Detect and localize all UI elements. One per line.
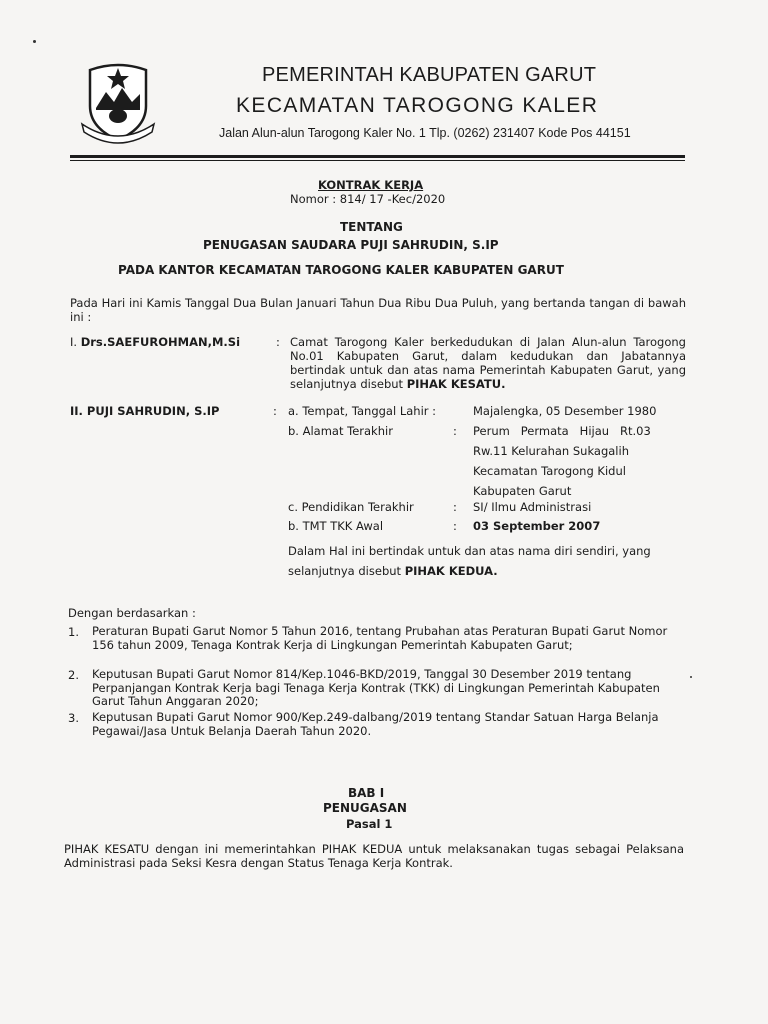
party2-colon: : [273,404,277,418]
party2-tmt-label: b. TMT TKK Awal [288,519,384,533]
party2-role: PIHAK KEDUA. [404,564,498,578]
party1-text: Camat Tarogong Kaler berkedudukan di Jalan Alun-alun Tarogong No.01 Kabupaten Garut, dalam kedudukan dan Jabatannya bertindak untuk dan atas nama Pemerintah Kabupaten Garut, yang selanjutnya disebut [290,335,686,391]
garut-emblem-logo [80,62,156,146]
party2-address-line2: Rw.11 Kelurahan Sukagalih [473,444,629,458]
party2-address-label: b. Alamat Terakhir [288,424,393,438]
party2-address-line3: Kecamatan Tarogong Kidul [473,464,626,478]
letterhead-address: Jalan Alun-alun Tarogong Kaler No. 1 Tlp. (0262) 231407 Kode Pos 44151 [219,126,631,140]
chapter-number: BAB I [348,786,385,800]
subject-line-2: PADA KANTOR KECAMATAN TAROGONG KALER KABUPATEN GARUT [118,263,564,277]
subject-line-1: PENUGASAN SAUDARA PUJI SAHRUDIN, S.IP [203,238,499,252]
party1-description [290,335,686,391]
basis-item-1-text: Peraturan Bupati Garut Nomor 5 Tahun 2016, tentang Prubahan atas Peraturan Bupati Garut Nomor 156 tahun 2009, Tenaga Kontrak Kerja di Lingkungan Pemerintah Kabupaten Garut; [92,624,668,652]
scan-speck [690,676,692,678]
party2-education-colon: : [453,500,457,514]
article-number: Pasal 1 [346,817,393,831]
party2-education-value: SI/ Ilmu Administrasi [473,500,592,514]
article-1-text: PIHAK KESATU dengan ini memerintahkan PIHAK KEDUA untuk melaksanakan tugas sebagai Pelaksana Administrasi pada Seksi Kesra dengan Status Tenaga Kerja Kontrak. [64,842,684,870]
basis-item-3-number: 3. [68,711,79,725]
intro-paragraph: Pada Hari ini Kamis Tanggal Dua Bulan Januari Tahun Dua Ribu Dua Puluh, yang bertanda tangan di bawah ini : [70,296,686,324]
party2-address-colon: : [453,424,457,438]
party1-label [70,335,240,349]
party2-tmt-value: 03 September 2007 [473,519,601,533]
basis-item-2-number: 2. [68,668,79,682]
basis-item-2-text: Keputusan Bupati Garut Nomor 814/Kep.1046-BKD/2019, Tanggal 30 Desember 2019 tentang Perpanjangan Kontrak Kerja bagi Tenaga Kerja Kontrak (TKK) di Lingkungan Pemerintah Kabupaten Garut Tahun Anggaran 2020; [92,667,660,708]
tentang-heading: TENTANG [340,220,403,234]
party2-birth-label: a. Tempat, Tanggal Lahir : [288,404,437,418]
letterhead-rule-thin [70,160,685,161]
party2-birth-value: Majalengka, 05 Desember 1980 [473,404,657,418]
letterhead-rule-thick [70,155,685,158]
party2-tmt-colon: : [453,519,457,533]
party2-address-line4: Kabupaten Garut [473,484,572,498]
party2-closing [288,541,686,581]
scan-speck [33,40,36,43]
party2-education-label: c. Pendidikan Terakhir [288,500,414,514]
party2-address-line1: Perum Permata Hijau Rt.03 [473,424,651,438]
party2-label: II. PUJI SAHRUDIN, S.IP [70,404,220,418]
basis-heading: Dengan berdasarkan : [68,606,196,620]
document-number: Nomor : 814/ 17 -Kec/2020 [290,192,446,206]
letterhead-district: KECAMATAN TAROGONG KALER [236,94,599,117]
chapter-title: PENUGASAN [323,801,407,815]
party1-colon: : [276,335,280,349]
party2-closing-text: Dalam Hal ini bertindak untuk dan atas nama diri sendiri, yang selanjutnya disebut [288,544,651,578]
letterhead-government: PEMERINTAH KABUPATEN GARUT [262,64,597,86]
party1-name: Drs.SAEFUROHMAN,M.Si [80,335,241,349]
basis-item-3-text: Keputusan Bupati Garut Nomor 900/Kep.249-dalbang/2019 tentang Standar Satuan Harga Belanja Pegawai/Jasa Untuk Belanja Daerah Tahun 2020. [92,710,659,738]
party1-role: PIHAK KESATU. [406,377,506,391]
document-title: KONTRAK KERJA [318,178,424,192]
party1-number: I. [70,335,78,349]
basis-item-1-number: 1. [68,625,79,639]
